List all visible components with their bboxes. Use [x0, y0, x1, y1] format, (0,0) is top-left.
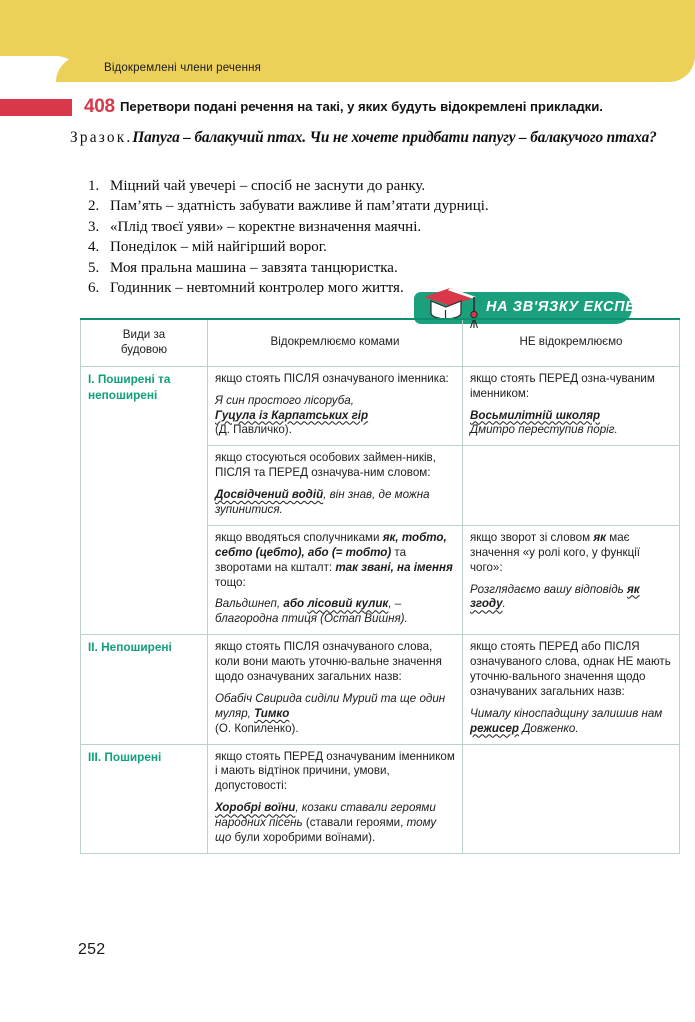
example-pre: Чималу кіноспадщину залишив нам	[470, 706, 663, 720]
example-post: , – благородна птиця (Остап Вишня).	[215, 597, 408, 626]
cell-nocomma-rule	[463, 525, 680, 634]
example-paren-pre: (ставали героями,	[302, 816, 407, 830]
table-header-row	[81, 319, 680, 366]
example-underlined: Хоробрі воїни	[215, 801, 296, 815]
example-paren-post: були хоробрими воїнами).	[231, 831, 376, 845]
page-number: 252	[78, 941, 106, 958]
list-item-number: 3.	[88, 218, 100, 235]
running-head-title: Відокремлені члени речення	[104, 62, 261, 74]
list-item-number: 1.	[88, 178, 100, 194]
list-item	[88, 196, 688, 216]
rule-emphasis: так звані, на імення	[335, 560, 453, 574]
list-item	[88, 237, 688, 257]
exercise-accent-bar	[0, 99, 72, 116]
table-row	[81, 366, 680, 446]
list-item	[88, 217, 688, 237]
exercise-task-text: Перетвори подані речення на такі, у яких будуть відокремлені прикладки.	[120, 99, 603, 114]
example-underlined: режисер	[470, 721, 519, 735]
column-header-nocomma: НЕ відокремлюємо	[463, 319, 680, 366]
rule-text: якщо стоять ПЕРЕД означуваним іменником і мають відтінок причини, умови, допустовості:	[215, 749, 455, 793]
cell-comma-rule	[208, 366, 463, 446]
rule-text: якщо стоять ПЕРЕД озна-чуваним іменником:	[470, 371, 655, 400]
rule-part: має значення «у ролі кого, у функції чого»:	[470, 530, 641, 574]
example-line: Я син простого лісоруба,	[215, 393, 354, 407]
cell-nocomma-empty	[463, 446, 680, 526]
table-row	[81, 744, 680, 853]
rule-text	[470, 531, 672, 576]
rule-text: якщо стосуються особових займен-ників, ПІСЛЯ та ПЕРЕД означува-ним словом:	[215, 451, 436, 480]
example-underlined: Тимко	[254, 706, 290, 720]
cell-kind	[81, 744, 208, 853]
rule-part: тощо:	[215, 575, 246, 589]
example-text	[215, 801, 455, 846]
sample-text: Папуга – балакучий птах. Чи не хочете придбати папугу – балакучого птаха?	[132, 129, 657, 146]
example-underlined: Гуцула із Карпатських гір	[215, 408, 369, 422]
example-text	[215, 692, 455, 737]
rule-emphasis: як, тобто, себто (цебто), або (= тобто)	[215, 530, 447, 559]
list-item-text: «Плід твоєї уяви» – коректне визначення маячні.	[110, 218, 422, 235]
cell-comma-rule	[208, 525, 463, 634]
cell-comma-rule	[208, 446, 463, 526]
exercise-number: 408	[84, 96, 115, 117]
kind-label: I. Поширені та непоширені	[88, 371, 171, 402]
example-post: .	[502, 597, 506, 611]
example-mid: , козаки ставали героями народних пісень	[215, 801, 436, 830]
example-underlined: лісовий кулик	[307, 597, 389, 611]
cell-comma-rule	[208, 744, 463, 853]
example-underlined: Досвідчений водій	[215, 488, 324, 502]
rule-part: якщо зворот зі словом	[470, 530, 594, 544]
rule-part: та зворотами на кшталт:	[215, 545, 407, 574]
example-text	[470, 707, 672, 737]
list-item-number: 5.	[88, 259, 100, 276]
list-item	[88, 176, 688, 196]
table-body	[81, 366, 680, 853]
example-text	[215, 394, 455, 439]
cell-comma-rule	[208, 635, 463, 744]
example-underlined: як згоду	[470, 582, 640, 611]
list-item-text: Годинник – невтомний контролер мого життя.	[110, 280, 404, 297]
rule-text: якщо стоять ПЕРЕД або ПІСЛЯ означуваного слова, однак НЕ мають уточню-вального значення щодо означуваних загальних назв:	[470, 640, 671, 698]
table-header	[81, 319, 680, 366]
cell-nocomma-empty	[463, 744, 680, 853]
list-item-text: Пам’ять – здатність забувати важливе й пам’ятати дурниці.	[110, 198, 489, 215]
example-line: Обабіч Свирида сиділи Мурий та ще один муляр,	[215, 691, 446, 720]
example-text	[215, 488, 455, 518]
cell-nocomma-rule	[463, 635, 680, 744]
rules-table	[80, 318, 680, 854]
cell-kind	[81, 366, 208, 634]
example-source: (Д. Павличко).	[215, 423, 292, 437]
rule-text: якщо стоять ПІСЛЯ означуваного іменника:	[215, 371, 449, 385]
running-head-band	[0, 0, 695, 82]
rule-part: якщо вводяться сполучниками	[215, 530, 383, 544]
sample-block	[26, 128, 671, 149]
example-pre: Вальдшнеп,	[215, 597, 284, 611]
example-post: Довженко.	[518, 721, 579, 735]
example-pre: Розглядаємо вашу відповідь	[470, 582, 627, 596]
rule-emphasis: як	[593, 530, 607, 544]
list-item	[88, 258, 688, 278]
expert-banner-label: НА ЗВ'ЯЗКУ ЕКСПЕРТ	[486, 299, 655, 315]
column-header-comma: Відокремлюємо комами	[208, 319, 463, 366]
kind-label: III. Поширені	[88, 749, 162, 764]
example-paren-ital: тому що	[215, 816, 437, 845]
list-item-number: 4.	[88, 239, 100, 256]
cell-nocomma-rule	[463, 366, 680, 446]
example-text	[470, 409, 672, 439]
cell-kind	[81, 635, 208, 744]
example-bold: або	[283, 597, 308, 611]
column-header-kind: Види за будовою	[81, 319, 208, 366]
kind-label: II. Непоширені	[88, 640, 172, 655]
list-item-number: 6.	[88, 280, 100, 297]
list-item-number: 2.	[88, 198, 100, 215]
example-text	[215, 597, 455, 627]
example-text	[470, 583, 672, 613]
rule-text	[215, 531, 455, 591]
list-item-text: Міцний чай увечері – спосіб не заснути до ранку.	[110, 178, 426, 194]
list-item-text: Моя пральна машина – завзята танцюристка.	[110, 259, 398, 276]
sentence-list	[88, 176, 688, 299]
example-source: (О. Копиленко).	[215, 721, 299, 735]
table-row	[81, 635, 680, 744]
example-underlined: Восьмилітній школяр	[470, 408, 601, 422]
list-item-text: Понеділок – мій найгірший ворог.	[110, 239, 327, 256]
example-rest: Дмитро переступив поріг.	[470, 423, 618, 437]
sample-label: Зразок.	[70, 129, 133, 146]
example-rest: , він знав, де можна зупинитися.	[215, 488, 430, 517]
rule-text: якщо стоять ПІСЛЯ означуваного слова, коли вони мають уточню-вальне значення щодо означуваних загальних назв:	[215, 640, 442, 684]
